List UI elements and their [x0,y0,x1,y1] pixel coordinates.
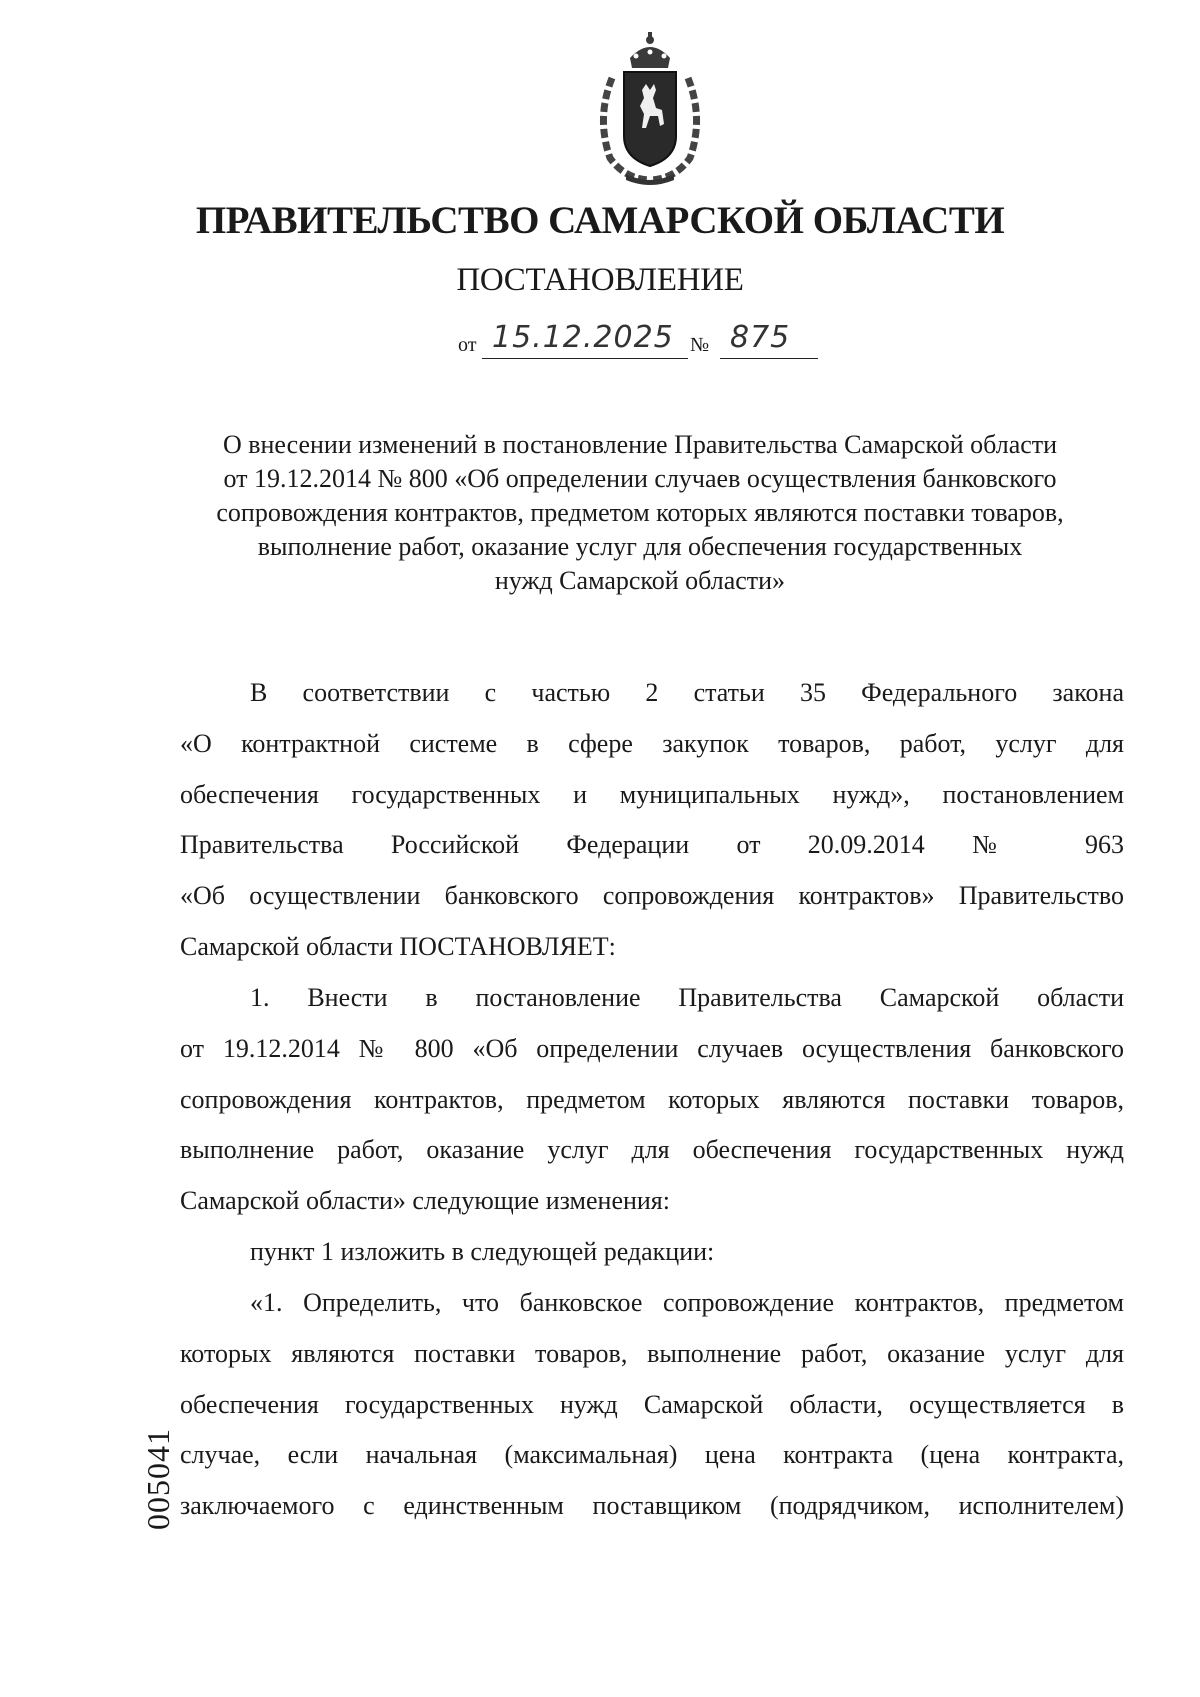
document-type: ПОСТАНОВЛЕНИЕ [456,262,744,298]
subject-line: выполнение работ, оказание услуг для обеспечения государственных [257,532,1023,561]
text-line: которых являются поставки товаров, выполнение работ, оказание услуг для [180,1338,1124,1368]
subject-line: сопровождения контрактов, предметом которых являются поставки товаров, [216,498,1064,527]
text-line: выполнение работ, оказание услуг для обеспечения государственных нужд [180,1135,1124,1165]
text-line: «Об осуществлении банковского сопровождения контрактов» Правительство [180,881,1124,911]
paragraph-amendment-intro [180,1227,1124,1278]
text-line: «О контрактной системе в сфере закупок товаров, работ, услуг для [180,728,1124,758]
samara-coat-of-arms-icon [590,28,710,188]
text-line: Правительства Российской Федерации от 20.09.2014 № 963 [180,830,1124,860]
text-line: случае, если начальная (максимальная) цена контракта (цена контракта, [180,1440,1124,1470]
text-line: обеспечения государственных и муниципальных нужд», постановлением [180,779,1124,809]
side-serial-number: 005041 [140,1428,176,1530]
text-line: 1. Внести в постановление Правительства Самарской области [250,983,1124,1012]
text-line: Самарской области» следующие изменения: [180,1186,670,1216]
text-line: «1. Определить, что банковское сопровождение контрактов, предметом [250,1288,1124,1317]
document-subject [150,428,1130,598]
date-handwritten: 15.12.2025 [492,320,674,355]
subject-line: от 19.12.2014 № 800 «Об определении случаев осуществления банковского [223,464,1057,493]
date-underline [482,358,688,359]
number-handwritten: 875 [730,320,791,355]
number-underline [720,358,818,359]
text-line: сопровождения контрактов, предметом которых являются поставки товаров, [180,1084,1124,1114]
text-line: обеспечения государственных нужд Самарской области, осуществляется в [180,1389,1124,1419]
subject-line: О внесении изменений в постановление Правительства Самарской области [222,430,1058,459]
paragraph-preamble [180,668,1124,973]
date-number-line [458,320,858,360]
date-prefix: от [458,334,477,356]
text-line: пункт 1 изложить в следующей редакции: [250,1237,715,1266]
text-line: от 19.12.2014 № 800 «Об определении случаев осуществления банковского [180,1033,1124,1063]
paragraph-item-1 [180,973,1124,1227]
text-line: заключаемого с единственным поставщиком (подрядчиком, исполнителем) [180,1491,1124,1521]
text-line: Самарской области ПОСТАНОВЛЯЕТ: [180,931,616,961]
subject-line: нужд Самарской области» [494,566,786,595]
paragraph-amendment-text [180,1278,1124,1532]
number-prefix: № [690,334,710,356]
government-title: ПРАВИТЕЛЬСТВО САМАРСКОЙ ОБЛАСТИ [195,199,1005,242]
text-line: В соответствии с частью 2 статьи 35 Федерального закона [250,678,1124,707]
